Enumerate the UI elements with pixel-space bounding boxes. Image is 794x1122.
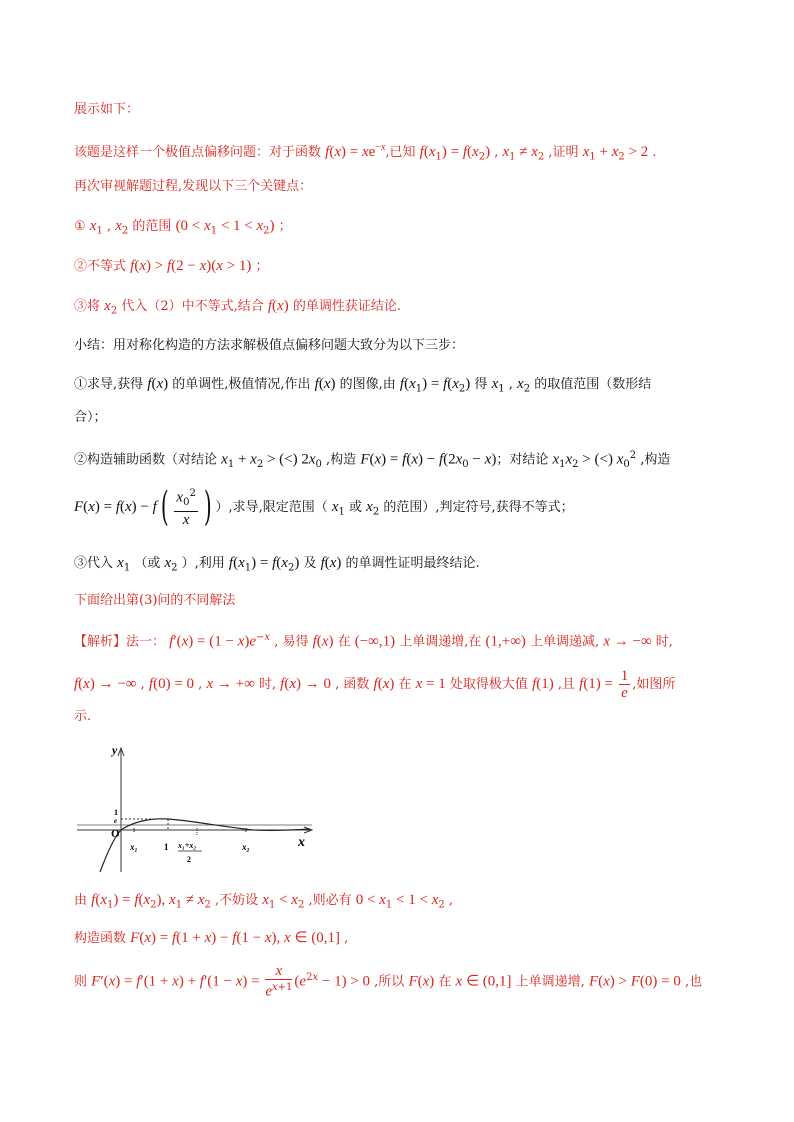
solution-line-1: 【解析】法一： $f'(x) = (1 - x)e^{-x}$ , 易得 f(x) 在 (−∞,1) 上单调递增,在 (1,+∞) 上单调递减, x → −∞ 时, — [74, 632, 673, 650]
x-tick-1: 1 — [164, 842, 169, 852]
solution-line-3: 由 $f(x_1) = f(x_2)$, $x_1 \ne x_2$ ,不妨设 $x_1 < x_2$ ,则必有 $0 < x_1 < 1 < x_2$ , — [74, 892, 453, 911]
solution-line-4: 构造函数 F(x) = f(1 + x) − f(1 − x), x ∈ (0,1] , — [74, 930, 349, 946]
key-point-3: ③将 $x_2$ 代入（2）中不等式,结合 f(x) 的单调性获证结论. — [74, 298, 401, 317]
solution-line-5: 则 F′(x) = f′(1 + x) + f′(1 − x) = $\frac{x}{e^{x+1}}$ $(e^{2x} - 1) > 0$ ,所以 F(x) 在 x ∈ (0,1] 上单调递增, F(x) > F(0) = 0 ,也 — [74, 963, 703, 1000]
origin-label: O — [111, 828, 120, 840]
alt-solutions-heading: 下面给出第(3)问的不同解法 — [74, 593, 236, 608]
summary-heading: 小结：用对称化构造的方法求解极值点偏移问题大致分为以下三步： — [74, 338, 465, 353]
summary-step-1-cont: 合）； — [74, 410, 107, 425]
solution-line-2: f(x) → −∞ , f(0) = 0 , x → +∞ 时, f(x) → 0 , 函数 f(x) 在 x = 1 处取得极大值 f(1) ,且 f(1) = $\frac{1}{e}$ ,如图所 — [74, 668, 676, 701]
summary-step-3: ③代入 $x_1$ （或 $x_2$ ）,利用 $f(x_1) = f(x_2)$ 及 f(x) 的单调性证明最终结论. — [74, 555, 480, 574]
x1-label: x₁ — [130, 842, 138, 852]
summary-step-2-cont: F(x) = f(x) − f( $\frac{x_0^2}{x}$ ) ）,求导,限定范围（ $x_1$ 或 $x_2$ 的范围）,判定符号,获得不等式； — [74, 484, 574, 531]
summary-step-2: ②构造辅助函数（对结论 $x_1 + x_2$ > (<) $2x_0$ ,构造 $F(x) = f(x) - f(2x_0 - x)$；对结论 $x_1x_2$ > (<) $x_0^2$ ,构造 — [74, 450, 671, 470]
x-axis-label: x — [298, 835, 305, 850]
y-tick-1: 1 — [114, 808, 118, 817]
summary-step-1: ①求导,获得 f(x) 的单调性,极值情况,作出 f(x) 的图像,由 $f(x_1) = f(x_2)$ 得 $x_1$ , $x_2$ 的取值范围（数形结 — [74, 376, 652, 395]
y-tick-e: e — [114, 817, 118, 825]
y-axis-label: y — [112, 743, 118, 757]
x2-label: x₂ — [242, 842, 250, 852]
midpoint-numerator: x₁+x₂ — [178, 841, 197, 850]
midpoint-denominator: 2 — [187, 855, 191, 864]
key-point-2: ②不等式 f(x) > f(2 − x)(x > 1) ； — [74, 258, 269, 274]
key-point-1: ① $x_1$ , $x_2$ 的范围 $(0 < x_1 < 1 < x_2)$ ； — [74, 218, 292, 237]
function-graph — [74, 738, 324, 874]
problem-statement: 该题是这样一个极值点偏移问题：对于函数 $f(x) = xe^{-x}$,已知 $f(x_1) = f(x_2)$ , $x_1 \ne x_2$ ,证明 $x_1 + x_2 > 2$ . — [74, 142, 657, 163]
intro-heading: 展示如下： — [74, 102, 140, 117]
key-points-heading: 再次审视解题过程,发现以下三个关键点： — [74, 179, 313, 194]
solution-line-2-cont: 示. — [74, 709, 92, 724]
